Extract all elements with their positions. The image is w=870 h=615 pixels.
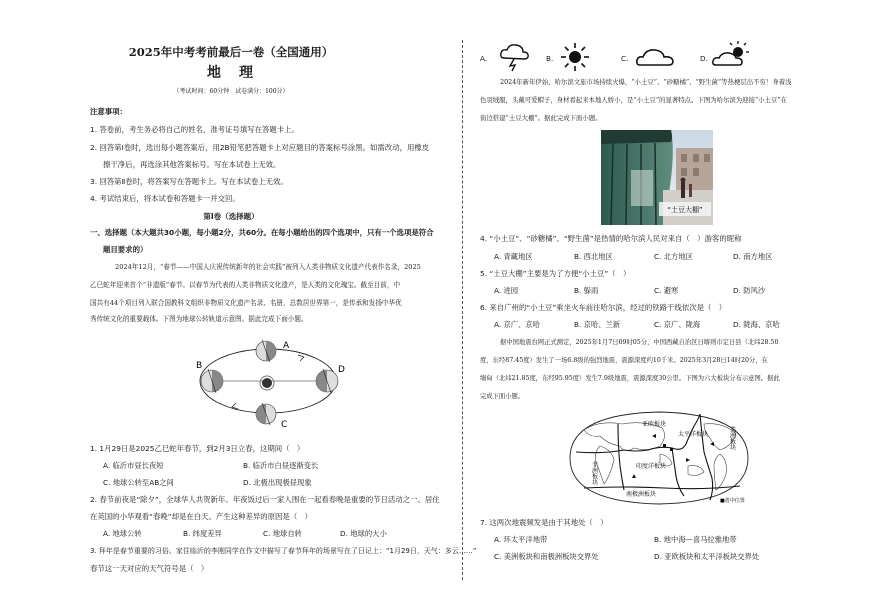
passage-line: 据中国地震台网正式测定，2025年1月7日09时05分，中国西藏自治区日喀则市定日县（北纬28.50 — [500, 339, 779, 346]
question-stem: 5. “土豆大棚”主要是为了方便“小土豆”（ ） — [480, 269, 631, 278]
option[interactable]: C. 美洲板块和南极洲板块交界处 — [494, 552, 599, 561]
plate-label-eurasian: 亚欧板块 — [642, 421, 667, 428]
question-stem: 在英国的小华观看“春晚”却是在白天。产生这种差异的原因是（ ） — [90, 512, 312, 521]
question-stem: 6. 来自广州的“小土豆”乘坐火车前往哈尔滨，经过的铁路干线依次是（ ） — [480, 303, 727, 312]
passage-line: 街边搭建“土豆大棚”。据此完成下面小题。 — [480, 114, 602, 122]
earth-b-icon — [201, 369, 223, 393]
option[interactable]: A. 进园 — [494, 286, 519, 295]
option[interactable]: A. 临沂市昼长夜短 — [103, 461, 164, 470]
notice-item: 2. 回答第Ⅰ卷时，选出每小题答案后，用2B铅笔把答题卡上对应题目的答案标号涂黑。如需改动，用橡皮 — [90, 143, 430, 152]
option[interactable]: D. 北极出现极昼现象 — [243, 478, 312, 487]
question-stem: 2. 春节前夜是“除夕”，全球华人共贺新年。年夜饭过后一家人围在一起看春晚是重要的节日活动之一。居住 — [90, 495, 440, 504]
plate-label-african: 非洲板块 — [590, 461, 598, 485]
orbit-label-d: D — [338, 365, 345, 375]
weather-option-label[interactable]: B. — [546, 54, 554, 63]
exam-title: 2025年中考考前最后一卷（全国通用） — [128, 45, 334, 59]
plate-label-pacific: 太平洋板块 — [678, 431, 709, 438]
weather-option-label[interactable]: C. — [621, 54, 629, 63]
right-column — [468, 0, 870, 615]
passage-line: 2024年12月，“春节——中国人庆祝传统新年的社会实践”被列入人类非物质文化遗产代表作名录，2025 — [115, 263, 421, 271]
plate-label-indian-ocean: 印度洋板块 — [636, 463, 667, 470]
weather-option-label[interactable]: A. — [480, 54, 488, 63]
section-instruction: 一、选择题（本大题共30小题，每小题2分，共60分。在每小题给出的四个选项中，只有一个选项是符合 — [90, 228, 434, 237]
question-stem: 1. 1月29日是2025乙巳蛇年春节，到2月3日立春，这期间（ ） — [90, 444, 305, 453]
direction-arrow-icon — [298, 355, 304, 361]
option[interactable]: D. 地球的大小 — [340, 529, 387, 538]
question-stem: 3. 拜年是春节重要的习俗。家住临沂的李刚同学在作文中描写了春节拜年的场景写在了日记上：“1月29日，天气：多云……” — [90, 547, 477, 555]
earth-a-icon — [256, 340, 276, 362]
option[interactable]: B. 纬度差异 — [183, 529, 222, 538]
weather-option-label[interactable]: D. — [700, 54, 708, 63]
option[interactable]: B. 地中海—喜马拉雅地带 — [654, 535, 737, 544]
partly-cloudy-icon — [712, 40, 752, 70]
sun-icon — [262, 378, 272, 388]
time-info: （考试时间：60分钟 试卷满分：100分） — [173, 88, 289, 95]
passage-line: 缅甸（北纬21.85度，东经95.95度）发生7.9级地震，震源深度30公里。下图为六大板块分布示意图。据此 — [480, 375, 780, 382]
option[interactable]: C. 地球公转至AB之间 — [103, 478, 174, 487]
orbit-label-c: C — [281, 420, 288, 430]
option[interactable]: A. 京广、京哈 — [494, 320, 540, 329]
option[interactable]: B. 西北地区 — [574, 252, 613, 261]
option[interactable]: C. 京广、陇海 — [654, 320, 701, 329]
column-divider — [462, 40, 463, 580]
tectonic-plates-map — [564, 406, 754, 510]
passage-line: 2024年新年伊始，哈尔滨文旅市场持续火爆，“小土豆”、“砂糖橘”、“野生菌”等热梗层出不穷！身着浅 — [500, 78, 792, 86]
option[interactable]: A. 地球公转 — [103, 529, 142, 538]
option[interactable]: D. 南方地区 — [733, 252, 773, 261]
notice-item: 1. 答卷前，考生务必将自己的姓名、准考证号填写在答题卡上。 — [90, 125, 299, 134]
option[interactable]: C. 避寒 — [654, 286, 679, 295]
notice-item: 3. 回答第Ⅱ卷时，将答案写在答题卡上。写在本试卷上无效。 — [90, 177, 288, 186]
option[interactable]: B. 京哈、兰新 — [574, 320, 621, 329]
subject-title: 地 理 — [207, 65, 255, 81]
earth-orbit-diagram — [190, 335, 360, 430]
earth-d-icon — [316, 369, 338, 393]
option[interactable]: C. 地球自转 — [263, 529, 302, 538]
question-stem: 4. “小土豆”、“砂糖橘”、“野生菌”是热情的哈尔滨人民对来自（ ）游客的昵称 — [480, 234, 742, 243]
option[interactable]: A. 青藏地区 — [494, 252, 533, 261]
option[interactable]: D. 陇海、京哈 — [733, 320, 780, 329]
orbit-label-b: B — [196, 361, 203, 371]
photo-caption: “土豆大棚” — [667, 206, 703, 214]
option[interactable]: C. 北方地区 — [654, 252, 693, 261]
potato-greenhouse-photo — [601, 130, 713, 225]
passage-line: 度，东经87.45度）发生了一场6.8级的强烈地震，震源深度约10千米。2025年3月28日14时20分，在 — [480, 357, 768, 364]
option[interactable]: B. 临沂市白昼逐渐变长 — [243, 461, 319, 470]
question-stem: 7. 这两次地震频发是由于其地处（ ） — [480, 518, 608, 527]
option[interactable]: D. 防风沙 — [733, 286, 766, 295]
sunny-icon — [560, 42, 590, 72]
section-heading: 第Ⅰ卷（选择题） — [203, 212, 259, 221]
plate-label-antarctic: 南极洲板块 — [626, 491, 657, 498]
passage-line: 国共有44个项目列入联合国教科文组织非物质文化遗产名录、名册，总数居世界第一，是传承和发扬中华优 — [90, 299, 402, 307]
option[interactable]: D. 亚欧板块和太平洋板块交界处 — [654, 552, 760, 561]
orbit-label-a: A — [283, 341, 290, 351]
earth-c-icon — [256, 403, 276, 425]
epicenter-marker — [663, 444, 666, 447]
cloudy-icon — [636, 46, 676, 68]
section-instruction: 题目要求的） — [103, 245, 148, 254]
notice-heading: 注意事项： — [90, 107, 127, 116]
notice-item: 擦干净后，再选涂其他答案标号。写在本试卷上无效。 — [103, 160, 281, 169]
passage-line: 完成下面小题。 — [480, 393, 525, 400]
epicenter-marker — [670, 448, 673, 451]
passage-line: 秀传统文化的重要载体。下图为地球公转轨道示意图。据此完成下面小题。 — [90, 315, 308, 323]
option[interactable]: A. 环太平洋地带 — [494, 535, 548, 544]
plate-label-american: 美洲板块 — [728, 426, 736, 450]
option[interactable]: B. 躲雨 — [574, 286, 599, 295]
passage-line: 乙巳蛇年迎来首个“非遗版”春节。以春节为代表的人类非物质文化遗产，是人类的文化瑰宝。截至目前，中 — [90, 281, 401, 289]
thunderstorm-icon — [498, 42, 532, 72]
question-stem: 春节这一天对应的天气符号是（ ） — [90, 564, 209, 573]
map-legend: ■震中位置 — [720, 498, 745, 504]
passage-line: 色羽绒服，头戴可爱帽子，身材看起来本地人娇小，是“小土豆”的显著特点。下图为哈尔滨为迎接“小土豆”在 — [480, 96, 788, 104]
notice-item: 4. 考试结束后，将本试卷和答题卡一并交回。 — [90, 194, 240, 203]
